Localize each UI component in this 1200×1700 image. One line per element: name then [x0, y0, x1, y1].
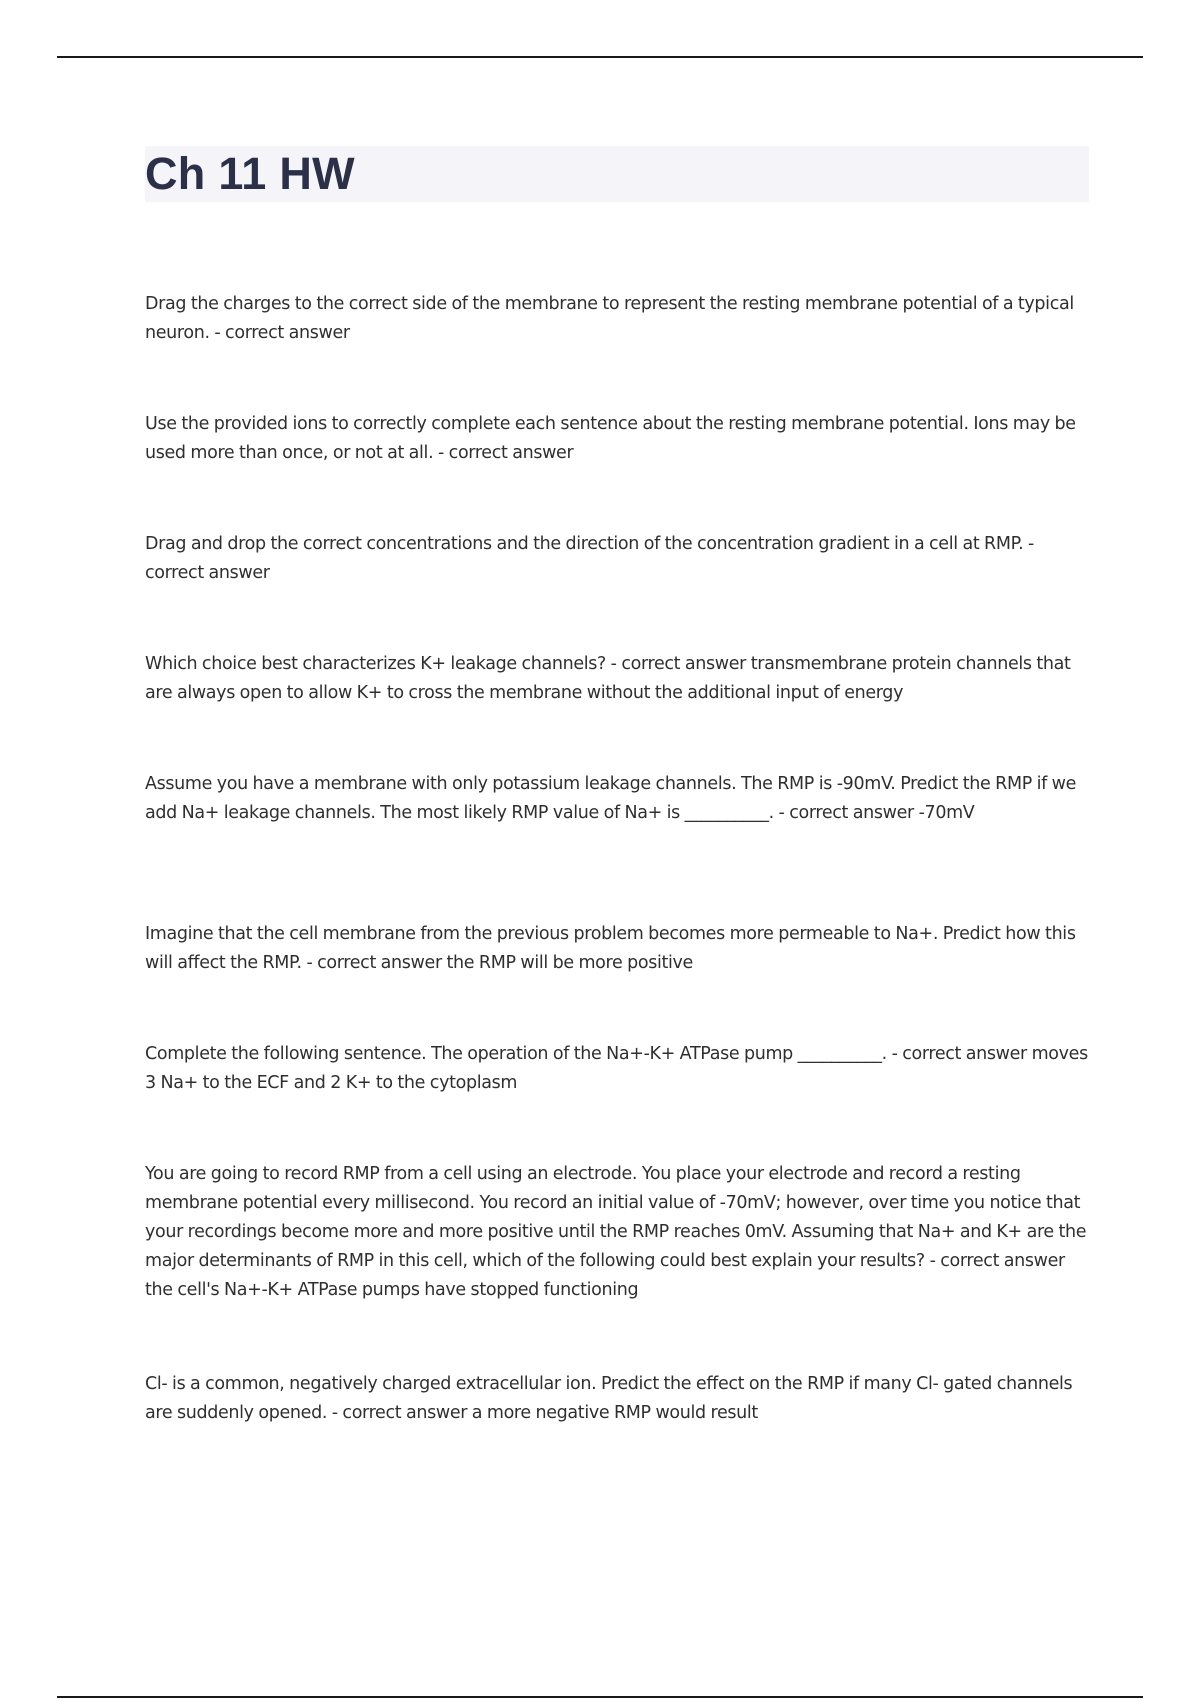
question-answer-item: Drag and drop the correct concentrations and the direction of the concentration gradient in a cell at RMP. - correct answer	[145, 534, 1034, 583]
page-title: Ch 11 HW	[145, 148, 355, 199]
question-answer-item: Complete the following sentence. The operation of the Na+-K+ ATPase pump __________. - correct answer moves 3 Na+ to the ECF and 2 K+ to the cytoplasm	[145, 1044, 1088, 1093]
bottom-divider	[57, 1696, 1143, 1698]
title-banner	[145, 146, 1089, 202]
question-answer-item: Drag the charges to the correct side of the membrane to represent the resting membrane potential of a typical neuron. - correct answer	[145, 294, 1074, 343]
question-answer-item: Imagine that the cell membrane from the previous problem becomes more permeable to Na+. Predict how this will affect the RMP. - correct answer the RMP will be more positive	[145, 924, 1076, 973]
question-answer-item: Assume you have a membrane with only potassium leakage channels. The RMP is -90mV. Predict the RMP if we add Na+ leakage channels. The most likely RMP value of Na+ is __________. - correct answer -70mV	[145, 774, 1077, 823]
top-divider	[57, 56, 1143, 58]
question-answer-item: Cl- is a common, negatively charged extracellular ion. Predict the effect on the RMP if many Cl- gated channels are suddenly opened. - correct answer a more negative RMP would result	[145, 1374, 1073, 1423]
question-answer-item: Which choice best characterizes K+ leakage channels? - correct answer transmembrane protein channels that are always open to allow K+ to cross the membrane without the additional input of energy	[145, 654, 1071, 703]
question-answer-item: Use the provided ions to correctly complete each sentence about the resting membrane potential. Ions may be used more than once, or not at all. - correct answer	[145, 414, 1076, 463]
question-answer-item: You are going to record RMP from a cell using an electrode. You place your electrode and record a resting membrane potential every millisecond. You record an initial value of -70mV; however, over time you notice that your recordings become more and more positive until the RMP reaches 0mV. Assuming that Na+ and K+ are the major determinants of RMP in this cell, which of the following could best explain your results? - correct answer the cell's Na+-K+ ATPase pumps have stopped functioning	[145, 1164, 1087, 1300]
